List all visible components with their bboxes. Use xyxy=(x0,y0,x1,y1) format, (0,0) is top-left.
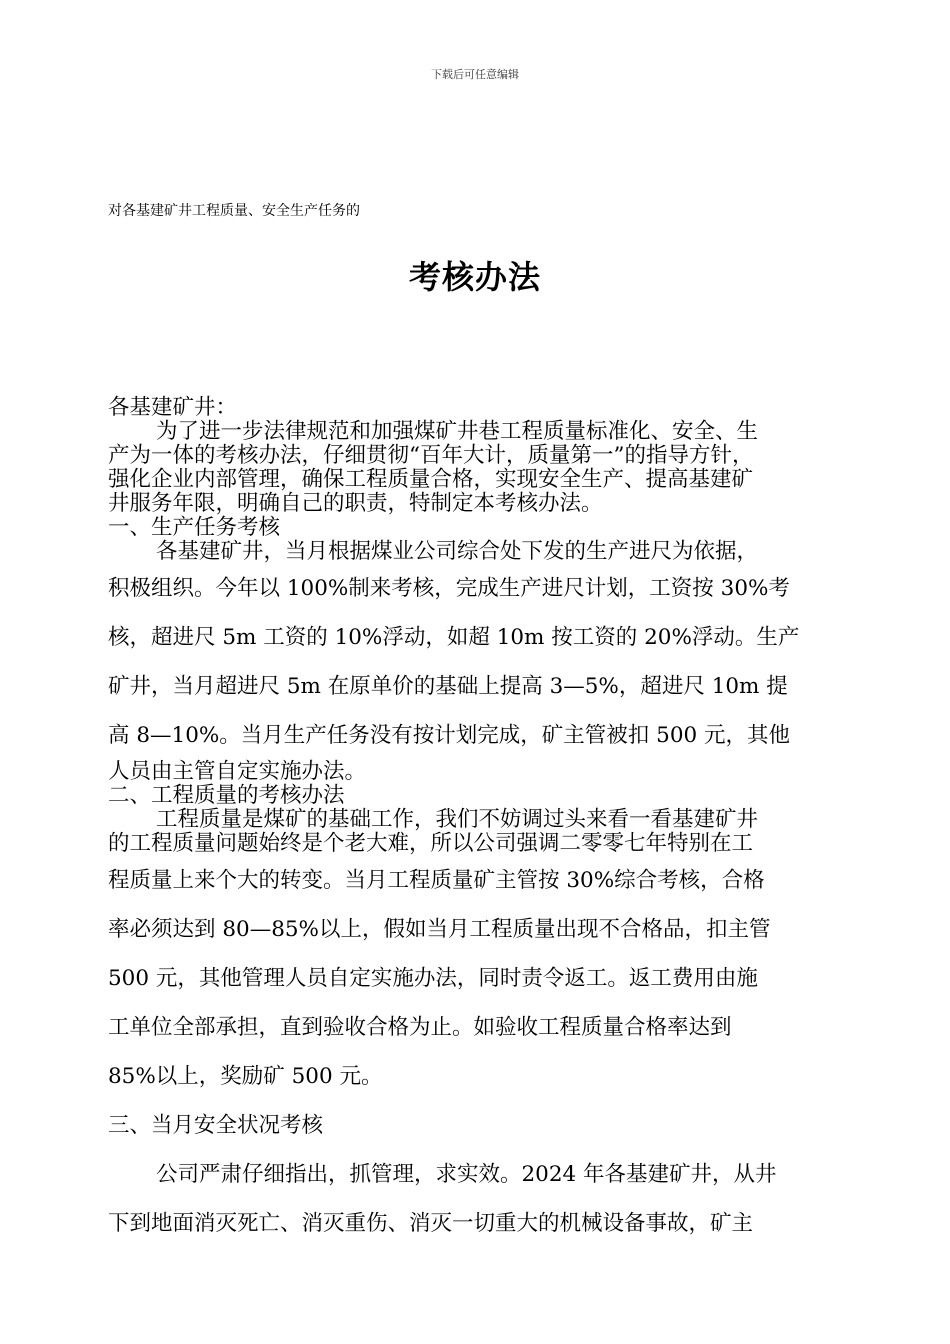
section-heading-2: 二、工程质量的考核办法 xyxy=(108,783,345,808)
paragraph-line: 各基建矿井，当月根据煤业公司综合处下发的生产进尺为依据， xyxy=(156,539,759,564)
paragraph-line: 高 8—10%。当月生产任务没有按计划完成，矿主管被扣 500 元，其他 xyxy=(108,723,791,748)
paragraph-line: 积极组织。今年以 100%制来考核，完成生产进尺计划，工资按 30%考 xyxy=(108,576,790,601)
paragraph-line: 率必须达到 80—85%以上，假如当月工程质量出现不合格品，扣主管 xyxy=(108,917,771,942)
section-heading-1: 一、生产任务考核 xyxy=(108,515,281,540)
document-title: 考核办法 xyxy=(408,258,541,296)
paragraph-line: 程质量上来个大的转变。当月工程质量矿主管按 30%综合考核，合格 xyxy=(108,868,765,893)
paragraph-line: 工单位全部承担，直到验收合格为止。如验收工程质量合格率达到 xyxy=(108,1015,732,1040)
paragraph-line: 核，超进尺 5m 工资的 10%浮动，如超 10m 按工资的 20%浮动。生产 xyxy=(108,625,800,650)
paragraph-line: 矿井，当月超进尺 5m 在原单价的基础上提高 3—5%，超进尺 10m 提 xyxy=(108,674,788,699)
section-heading-3: 三、当月安全状况考核 xyxy=(108,1113,324,1138)
paragraph-line: 人员由主管自定实施办法。 xyxy=(108,759,367,784)
paragraph-line: 产为一体的考核办法，仔细贯彻“百年大计，质量第一”的指导方针， xyxy=(108,443,754,468)
salutation: 各基建矿井： xyxy=(108,395,238,420)
paragraph-line: 工程质量是煤矿的基础工作，我们不妨调过头来看一看基建矿井 xyxy=(156,807,759,832)
paragraph-line: 井服务年限，明确自己的职责，特制定本考核办法。 xyxy=(108,491,603,516)
paragraph-line: 强化企业内部管理，确保工程质量合格，实现安全生产、提高基建矿 xyxy=(108,467,754,492)
document-body xyxy=(108,396,844,1248)
paragraph-line: 500 元，其他管理人员自定实施办法，同时责令返工。返工费用由施 xyxy=(108,966,758,991)
paragraph-line: 为了进一步法律规范和加强煤矿井巷工程质量标准化、安全、生 xyxy=(156,419,759,444)
document-subtitle: 对各基建矿井工程质量、安全生产任务的 xyxy=(108,203,360,219)
header-note: 下载后可任意编辑 xyxy=(431,68,519,81)
paragraph-line: 下到地面消灭死亡、消灭重伤、消灭一切重大的机械设备事故，矿主 xyxy=(108,1211,754,1236)
paragraph-line: 85%以上，奖励矿 500 元。 xyxy=(108,1064,383,1089)
paragraph-line: 的工程质量问题始终是个老大难，所以公司强调二零零七年特别在工 xyxy=(108,831,754,856)
paragraph-line: 公司严肃仔细指出，抓管理，求实效。2024 年各基建矿井，从井 xyxy=(156,1162,777,1187)
